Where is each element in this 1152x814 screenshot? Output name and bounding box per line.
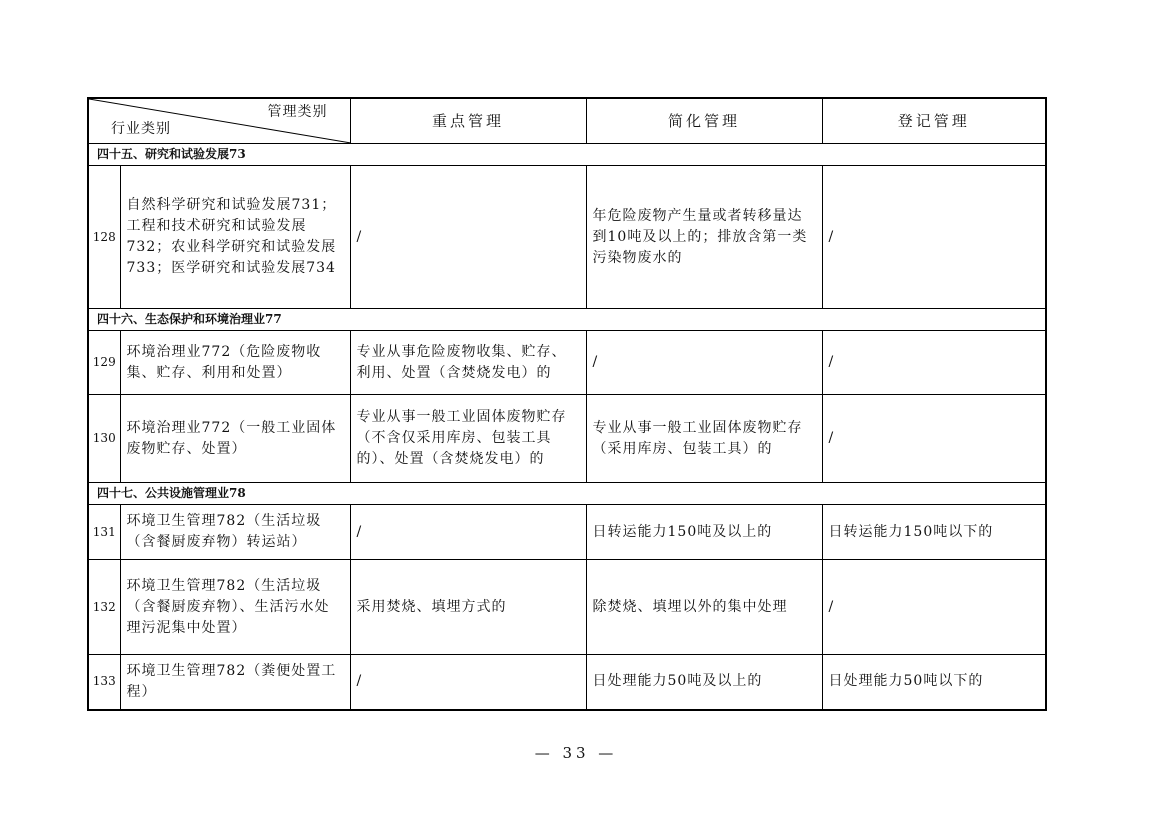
registration-management-cell: / (822, 395, 1046, 483)
section-row (88, 309, 1046, 331)
header-simplified-management: 简化管理 (586, 98, 822, 144)
section-row (88, 483, 1046, 505)
simplified-management-cell: 专业从事一般工业固体废物贮存（采用库房、包装工具）的 (586, 395, 822, 483)
section-title: 四十五、研究和试验发展73 (88, 144, 1046, 166)
key-management-cell: 采用焚烧、填埋方式的 (350, 560, 586, 655)
registration-management-cell: / (822, 560, 1046, 655)
simplified-management-cell: 除焚烧、填埋以外的集中处理 (586, 560, 822, 655)
row-number: 132 (88, 560, 120, 655)
permit-classification-table (87, 97, 1047, 711)
table-row (88, 166, 1046, 309)
registration-management-cell: / (822, 331, 1046, 395)
industry-cell: 环境卫生管理782（粪便处置工程） (120, 655, 350, 710)
simplified-management-cell: 日处理能力50吨及以上的 (586, 655, 822, 710)
row-number: 133 (88, 655, 120, 710)
row-number: 129 (88, 331, 120, 395)
header-key-management: 重点管理 (350, 98, 586, 144)
simplified-management-cell: 日转运能力150吨及以上的 (586, 505, 822, 560)
section-row (88, 144, 1046, 166)
header-corner-top: 管理类别 (267, 104, 328, 120)
simplified-management-cell: 年危险废物产生量或者转移量达到10吨及以上的；排放含第一类污染物废水的 (586, 166, 822, 309)
row-number: 130 (88, 395, 120, 483)
simplified-management-cell: / (586, 331, 822, 395)
industry-cell: 环境治理业772（一般工业固体废物贮存、处置） (120, 395, 350, 483)
industry-cell: 环境卫生管理782（生活垃圾（含餐厨废弃物）、生活污水处理污泥集中处置） (120, 560, 350, 655)
table-row (88, 655, 1046, 710)
header-corner-cell (88, 98, 350, 144)
header-corner-bottom: 行业类别 (111, 121, 171, 137)
page-number: — 33 — (534, 744, 618, 762)
table-row (88, 395, 1046, 483)
table-header-row (88, 98, 1046, 144)
section-title: 四十七、公共设施管理业78 (88, 483, 1046, 505)
section-title: 四十六、生态保护和环境治理业77 (88, 309, 1046, 331)
key-management-cell: / (350, 505, 586, 560)
table-row (88, 560, 1046, 655)
key-management-cell: / (350, 655, 586, 710)
row-number: 131 (88, 505, 120, 560)
industry-cell: 环境治理业772（危险废物收集、贮存、利用和处置） (120, 331, 350, 395)
key-management-cell: / (350, 166, 586, 309)
registration-management-cell: / (822, 166, 1046, 309)
table-row (88, 505, 1046, 560)
key-management-cell: 专业从事一般工业固体废物贮存（不含仅采用库房、包装工具的）、处置（含焚烧发电）的 (350, 395, 586, 483)
key-management-cell: 专业从事危险废物收集、贮存、利用、处置（含焚烧发电）的 (350, 331, 586, 395)
row-number: 128 (88, 166, 120, 309)
registration-management-cell: 日处理能力50吨以下的 (822, 655, 1046, 710)
registration-management-cell: 日转运能力150吨以下的 (822, 505, 1046, 560)
industry-cell: 自然科学研究和试验发展731；工程和技术研究和试验发展732；农业科学研究和试验发展733；医学研究和试验发展734 (120, 166, 350, 309)
header-registration-management: 登记管理 (822, 98, 1046, 144)
table-row (88, 331, 1046, 395)
industry-cell: 环境卫生管理782（生活垃圾（含餐厨废弃物）转运站） (120, 505, 350, 560)
